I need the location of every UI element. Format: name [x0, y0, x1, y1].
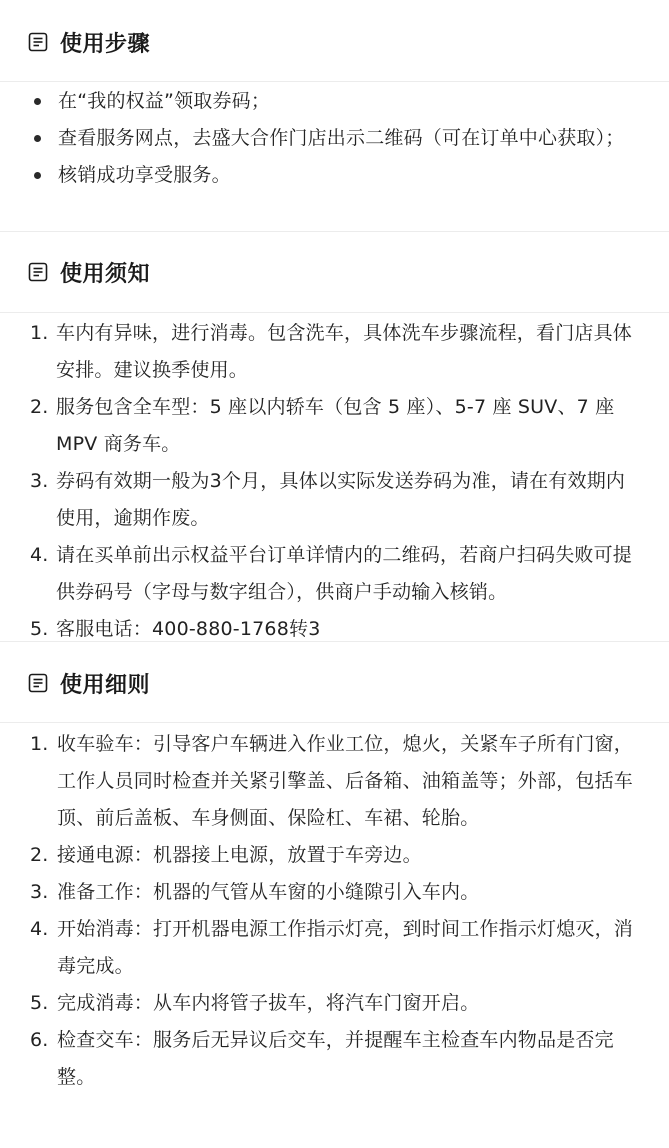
divider [0, 722, 669, 723]
list-item [0, 389, 669, 463]
document-list-icon [28, 673, 48, 693]
divider [0, 231, 669, 232]
list-number: 1. [30, 733, 49, 755]
list-item-text: 在“我的权益”领取券码； [58, 90, 271, 112]
list-number: 2. [30, 844, 49, 866]
divider [0, 81, 669, 82]
bullet-dot [34, 98, 41, 105]
list-item-text: 开始消毒：打开机器电源工作指示灯亮，到时间工作指示灯熄灭，消毒完成。 [57, 918, 634, 977]
list-item-text: 服务包含全车型：5 座以内轿车（包含 5 座）、5-7 座 SUV、7 座 MPV 商务车。 [56, 396, 615, 455]
section-title: 使用步骤 [60, 31, 151, 57]
section-header-usage-steps [0, 22, 669, 62]
list-item-text: 接通电源：机器接上电源，放置于车旁边。 [57, 844, 422, 866]
document-list-icon [28, 262, 48, 282]
list-number: 4. [30, 544, 49, 566]
list-item [0, 726, 669, 837]
list-number: 3. [30, 881, 49, 903]
list-item-text: 查看服务网点，去盛大合作门店出示二维码（可在订单中心获取）； [58, 127, 625, 149]
bullet-dot [34, 135, 41, 142]
section-title: 使用细则 [60, 672, 151, 698]
customer-service-phone[interactable]: 客服电话：400-880-1768转3 [56, 618, 321, 640]
usage-steps-list [0, 83, 669, 194]
list-item [0, 874, 669, 911]
list-number: 5. [30, 618, 49, 640]
bullet-dot [34, 172, 41, 179]
list-item [0, 911, 669, 985]
list-number: 5. [30, 992, 49, 1014]
list-item [0, 837, 669, 874]
list-item [0, 985, 669, 1022]
list-number: 4. [30, 918, 49, 940]
list-number: 1. [30, 322, 49, 344]
list-number: 6. [30, 1029, 49, 1051]
document-list-icon [28, 32, 48, 52]
list-item [0, 157, 669, 194]
list-number: 2. [30, 396, 49, 418]
list-item-text: 请在买单前出示权益平台订单详情内的二维码，若商户扫码失败可提供券码号（字母与数字组合），供商户手动输入核销。 [56, 544, 633, 603]
usage-details-list [0, 726, 669, 1096]
list-item [0, 537, 669, 611]
list-item-text: 收车验车：引导客户车辆进入作业工位，熄火，关紧车子所有门窗，工作人员同时检查并关紧引擎盖、后备箱、油箱盖等；外部，包括车顶、前后盖板、车身侧面、保险杠、车裙、轮胎。 [57, 733, 634, 829]
list-item-text: 完成消毒：从车内将管子拔车，将汽车门窗开启。 [57, 992, 480, 1014]
section-title: 使用须知 [60, 261, 151, 287]
list-item-text: 核销成功享受服务。 [58, 164, 231, 186]
list-item [0, 315, 669, 389]
list-item-text: 车内有异味，进行消毒。包含洗车，具体洗车步骤流程，看门店具体安排。建议换季使用。 [56, 322, 633, 381]
divider [0, 641, 669, 642]
list-item-text: 检查交车：服务后无异议后交车，并提醒车主检查车内物品是否完整。 [57, 1029, 614, 1088]
list-item [0, 83, 669, 120]
section-header-usage-notice [0, 252, 669, 292]
list-item-text: 准备工作：机器的气管从车窗的小缝隙引入车内。 [57, 881, 480, 903]
usage-notice-list [0, 315, 669, 648]
list-item [0, 120, 669, 157]
list-item [0, 1022, 669, 1096]
list-item [0, 611, 669, 648]
divider [0, 312, 669, 313]
list-number: 3. [30, 470, 49, 492]
list-item-text: 券码有效期一般为3个月，具体以实际发送券码为准，请在有效期内使用，逾期作废。 [56, 470, 626, 529]
section-header-usage-details [0, 663, 669, 703]
list-item [0, 463, 669, 537]
